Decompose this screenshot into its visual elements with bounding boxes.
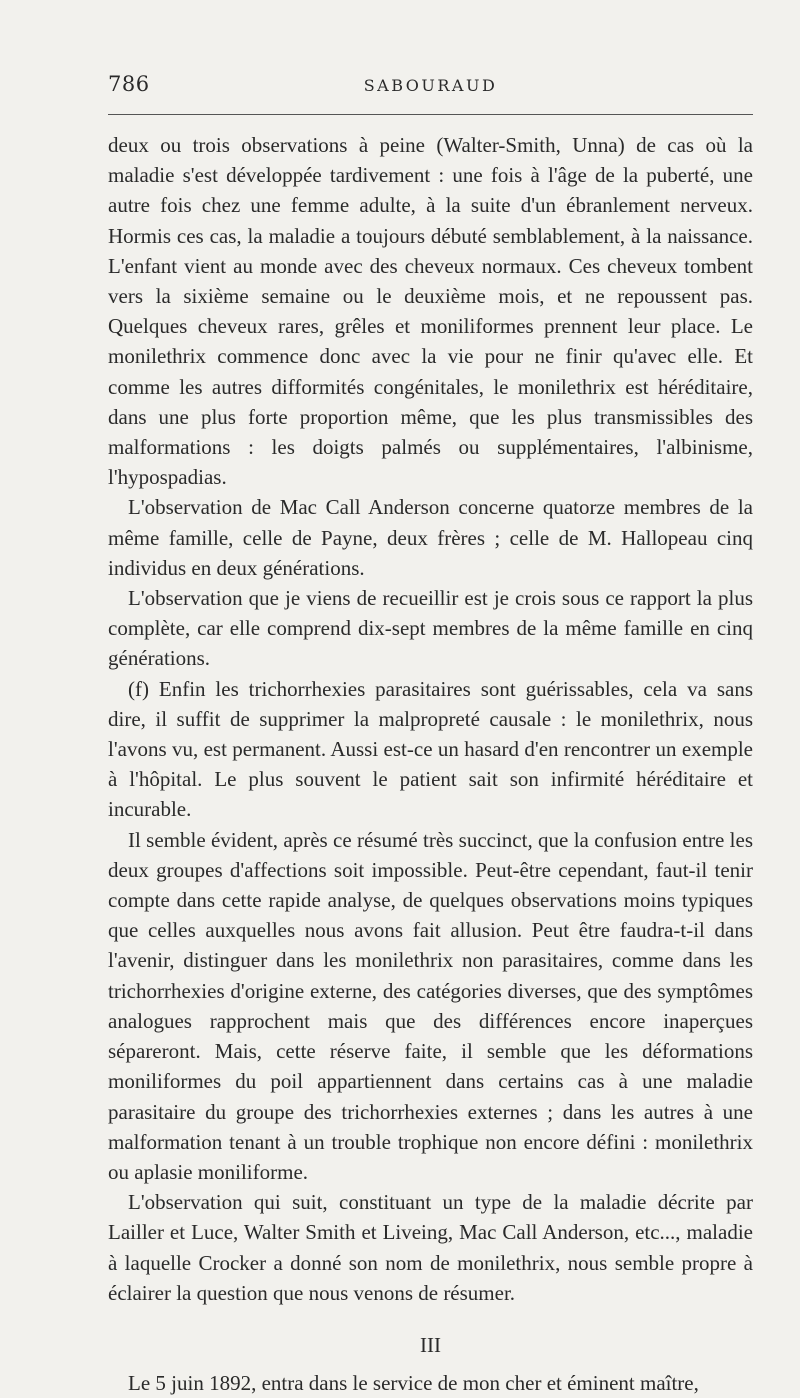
paragraph: deux ou trois observations à peine (Walter-Smith, Unna) de cas où la maladie s'est développée tardivement : une fois à l'âge de la puberté, une autre fois chez une femme adulte, à la suite d'un ébranlement nerveux. Hormis ces cas, la maladie a toujours débuté semblablement, à la naissance. L'enfant vient au monde avec des cheveux normaux. Ces cheveux tombent vers la sixième semaine ou le deuxième mois, et ne repoussent pas. Quelques cheveux rares, grêles et moniliformes prennent leur place. Le monilethrix commence donc avec la vie pour ne finir qu'avec elle. Et comme les autres difformités congénitales, le monilethrix est héréditaire, dans une plus forte proportion même, que les plus transmissibles des malformations : les doigts palmés ou supplémentaires, l'albinisme, l'hypospadias. [108, 133, 753, 490]
page-number: 786 [108, 72, 150, 96]
paragraph: Il semble évident, après ce résumé très succinct, que la confusion entre les deux groupes d'affections soit impossible. Peut-être cependant, faut-il tenir compte dans cette rapide analyse, de quelques observations moins typiques que celles auxquelles nous avons fait allusion. Peut être faudra-t-il dans l'avenir, distinguer dans les monilethrix non parasitaires, comme dans les trichorrhexies d'origine externe, des catégories diverses, que des symptômes analogues rapprochent mais que des différences encore inaperçues sépareront. Mais, cette réserve faite, il semble que les déformations moniliformes du poil appartiennent dans certains cas à une maladie parasitaire du groupe des trichorrhexies externes ; dans les autres à une malformation tenant à un trouble trophique non encore défini : monilethrix ou aplasie moniliforme. [108, 827, 753, 1184]
paragraph: L'observation que je viens de recueillir est je crois sous ce rapport la plus complète, car elle comprend dix-sept membres de la même famille en cinq générations. [108, 586, 753, 671]
section-heading: III [420, 1332, 441, 1357]
paragraph: L'observation de Mac Call Anderson concerne quatorze membres de la même famille, celle de Payne, deux frères ; celle de M. Hallopeau cinq individus en deux générations. [108, 495, 753, 580]
running-head: SABOURAUD [363, 76, 498, 95]
header-rule [108, 114, 753, 115]
body-text [108, 130, 753, 1398]
paragraph: (f) Enfin les trichorrhexies parasitaires sont guérissables, cela va sans dire, il suffit de supprimer la malpropreté causale : le monilethrix, nous l'avons vu, est permanent. Aussi est-ce un hasard d'en rencontrer un exemple à l'hôpital. Le plus souvent le patient sait son infirmité héréditaire et incurable. [108, 676, 753, 822]
paragraph: Le 5 juin 1892, entra dans le service de mon cher et éminent maître, [128, 1371, 699, 1396]
paragraph: L'observation qui suit, constituant un type de la maladie décrite par Lailler et Luce, Walter Smith et Liveing, Mac Call Anderson, etc..., maladie à laquelle Crocker a donné son nom de monilethrix, nous semble propre à éclairer la question que nous venons de résumer. [108, 1190, 753, 1305]
page-header [108, 72, 753, 100]
